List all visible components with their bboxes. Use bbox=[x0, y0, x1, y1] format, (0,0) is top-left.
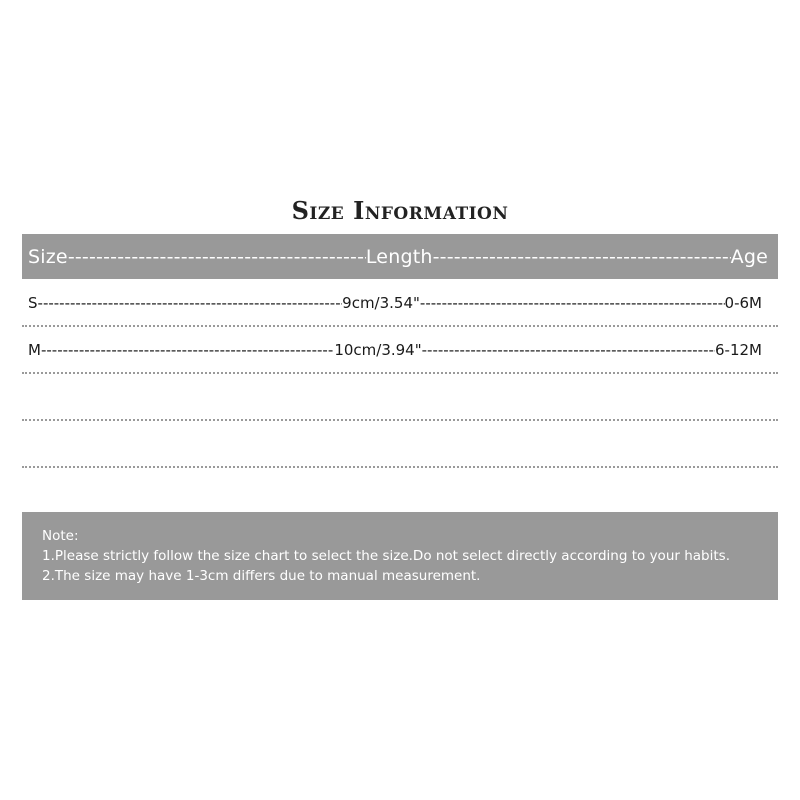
header-length: Length bbox=[365, 245, 433, 268]
note-line-2: 2.The size may have 1-3cm differs due to manual measurement. bbox=[42, 568, 481, 584]
header-size: Size bbox=[28, 245, 68, 268]
note-line-1: 1.Please strictly follow the size chart to select the size.Do not select directly according to your habits. bbox=[42, 548, 730, 564]
note-heading: Note: bbox=[42, 528, 79, 544]
page-title: Size Information bbox=[291, 196, 509, 225]
row-dash-separator bbox=[41, 341, 334, 359]
table-row-empty bbox=[22, 375, 778, 421]
table-row-empty bbox=[22, 422, 778, 468]
row-age: 0-6M bbox=[724, 294, 762, 312]
table-row bbox=[22, 328, 778, 374]
row-dash-separator bbox=[38, 294, 343, 312]
table-row bbox=[22, 281, 778, 327]
header-dash-separator bbox=[433, 246, 731, 268]
row-dash-separator bbox=[420, 294, 725, 312]
header-age: Age bbox=[730, 245, 768, 268]
row-dash-separator bbox=[422, 341, 715, 359]
note-box bbox=[22, 512, 778, 600]
row-length: 9cm/3.54" bbox=[342, 294, 420, 312]
row-length: 10cm/3.94" bbox=[334, 341, 422, 359]
row-size: S bbox=[28, 294, 38, 312]
row-size: M bbox=[28, 341, 41, 359]
table-header bbox=[22, 234, 778, 279]
row-age: 6-12M bbox=[715, 341, 762, 359]
header-dash-separator bbox=[68, 246, 366, 268]
